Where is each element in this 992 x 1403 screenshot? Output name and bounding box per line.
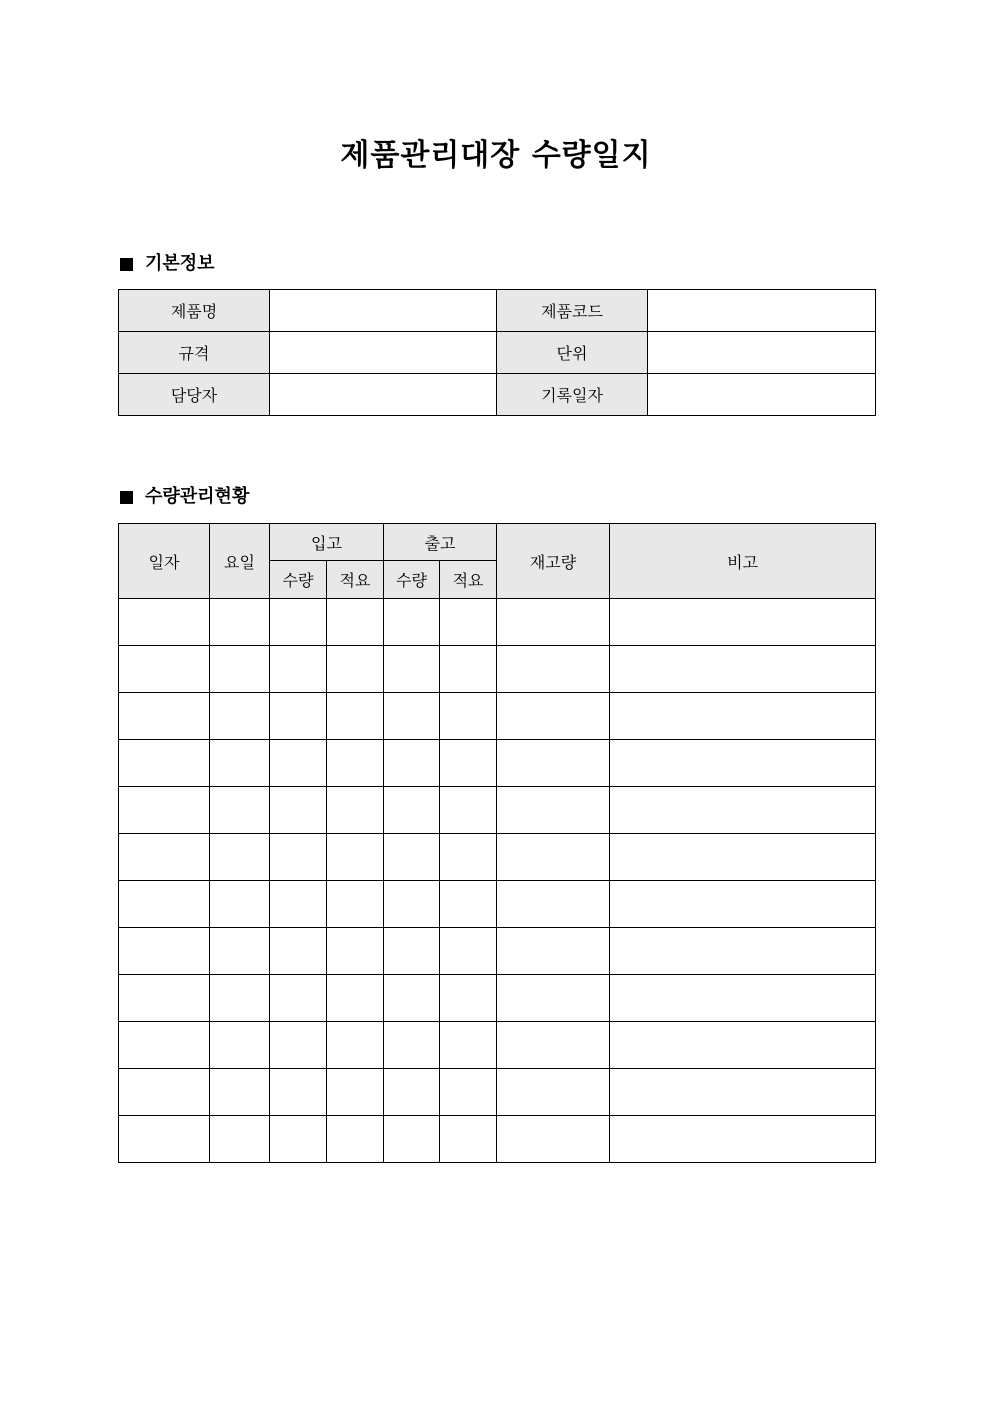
table-row (119, 646, 876, 693)
inbound-qty-cell[interactable] (270, 834, 327, 881)
date-cell[interactable] (119, 646, 210, 693)
inbound-note-cell[interactable] (327, 1116, 384, 1163)
date-cell[interactable] (119, 975, 210, 1022)
weekday-cell[interactable] (210, 1116, 270, 1163)
table-row (119, 787, 876, 834)
inbound-note-cell[interactable] (327, 740, 384, 787)
remarks-cell[interactable] (610, 787, 876, 834)
weekday-cell[interactable] (210, 646, 270, 693)
remarks-cell[interactable] (610, 693, 876, 740)
outbound-qty-cell[interactable] (384, 834, 440, 881)
table-row (119, 1069, 876, 1116)
outbound-qty-cell[interactable] (384, 599, 440, 646)
column-header-inbound-qty: 수량 (270, 561, 327, 599)
column-header-inbound-note: 적요 (327, 561, 384, 599)
weekday-cell[interactable] (210, 834, 270, 881)
table-row (119, 1022, 876, 1069)
stock-cell[interactable] (497, 881, 610, 928)
product-code-label: 제품코드 (497, 290, 648, 332)
outbound-note-cell[interactable] (440, 740, 497, 787)
table-row (119, 599, 876, 646)
inbound-qty-cell[interactable] (270, 1022, 327, 1069)
outbound-note-cell[interactable] (440, 975, 497, 1022)
info-row (119, 290, 876, 332)
weekday-cell[interactable] (210, 693, 270, 740)
remarks-cell[interactable] (610, 834, 876, 881)
date-cell[interactable] (119, 928, 210, 975)
spec-field[interactable] (270, 332, 497, 374)
outbound-qty-cell[interactable] (384, 693, 440, 740)
inbound-note-cell[interactable] (327, 646, 384, 693)
quantity-table-body (119, 599, 876, 1163)
weekday-cell[interactable] (210, 740, 270, 787)
manager-field[interactable] (270, 374, 497, 416)
outbound-qty-cell[interactable] (384, 1022, 440, 1069)
inbound-qty-cell[interactable] (270, 881, 327, 928)
manager-label: 담당자 (119, 374, 270, 416)
remarks-cell[interactable] (610, 1116, 876, 1163)
remarks-cell[interactable] (610, 1022, 876, 1069)
remarks-cell[interactable] (610, 646, 876, 693)
column-header-outbound-note: 적요 (440, 561, 497, 599)
date-cell[interactable] (119, 1022, 210, 1069)
unit-label: 단위 (497, 332, 648, 374)
outbound-note-cell[interactable] (440, 1022, 497, 1069)
stock-cell[interactable] (497, 693, 610, 740)
outbound-qty-cell[interactable] (384, 975, 440, 1022)
inbound-qty-cell[interactable] (270, 693, 327, 740)
column-header-date: 일자 (119, 524, 210, 599)
basic-info-table (118, 289, 876, 416)
stock-cell[interactable] (497, 975, 610, 1022)
outbound-note-cell[interactable] (440, 928, 497, 975)
section-heading-label: 수량관리현황 (145, 486, 250, 507)
date-cell[interactable] (119, 881, 210, 928)
outbound-note-cell[interactable] (440, 787, 497, 834)
outbound-qty-cell[interactable] (384, 740, 440, 787)
date-cell[interactable] (119, 1116, 210, 1163)
stock-cell[interactable] (497, 599, 610, 646)
remarks-cell[interactable] (610, 928, 876, 975)
square-bullet-icon (120, 258, 133, 271)
column-header-weekday: 요일 (210, 524, 270, 599)
remarks-cell[interactable] (610, 881, 876, 928)
stock-cell[interactable] (497, 787, 610, 834)
inbound-note-cell[interactable] (327, 599, 384, 646)
remarks-cell[interactable] (610, 599, 876, 646)
remarks-cell[interactable] (610, 740, 876, 787)
table-row (119, 975, 876, 1022)
stock-cell[interactable] (497, 740, 610, 787)
column-header-outbound-qty: 수량 (384, 561, 440, 599)
info-row (119, 332, 876, 374)
product-name-label: 제품명 (119, 290, 270, 332)
column-header-stock: 재고량 (497, 524, 610, 599)
date-cell[interactable] (119, 1069, 210, 1116)
section-heading-basic-info (120, 252, 215, 276)
outbound-note-cell[interactable] (440, 599, 497, 646)
quantity-status-table (118, 523, 876, 1163)
stock-cell[interactable] (497, 1069, 610, 1116)
remarks-cell[interactable] (610, 1069, 876, 1116)
date-cell[interactable] (119, 834, 210, 881)
column-header-outbound: 출고 (384, 524, 497, 561)
table-row (119, 740, 876, 787)
table-row (119, 834, 876, 881)
weekday-cell[interactable] (210, 928, 270, 975)
stock-cell[interactable] (497, 834, 610, 881)
inbound-qty-cell[interactable] (270, 975, 327, 1022)
stock-cell[interactable] (497, 1022, 610, 1069)
outbound-note-cell[interactable] (440, 1069, 497, 1116)
outbound-qty-cell[interactable] (384, 1069, 440, 1116)
outbound-note-cell[interactable] (440, 881, 497, 928)
product-code-field[interactable] (648, 290, 876, 332)
weekday-cell[interactable] (210, 599, 270, 646)
inbound-qty-cell[interactable] (270, 646, 327, 693)
stock-cell[interactable] (497, 928, 610, 975)
outbound-note-cell[interactable] (440, 646, 497, 693)
weekday-cell[interactable] (210, 1022, 270, 1069)
inbound-note-cell[interactable] (327, 834, 384, 881)
spec-label: 규격 (119, 332, 270, 374)
section-heading-quantity-status (120, 485, 249, 509)
weekday-cell[interactable] (210, 881, 270, 928)
inbound-qty-cell[interactable] (270, 599, 327, 646)
inbound-note-cell[interactable] (327, 693, 384, 740)
column-header-inbound: 입고 (270, 524, 384, 561)
stock-cell[interactable] (497, 646, 610, 693)
remarks-cell[interactable] (610, 975, 876, 1022)
outbound-qty-cell[interactable] (384, 787, 440, 834)
outbound-qty-cell[interactable] (384, 1116, 440, 1163)
outbound-note-cell[interactable] (440, 834, 497, 881)
record-date-label: 기록일자 (497, 374, 648, 416)
outbound-qty-cell[interactable] (384, 881, 440, 928)
table-row (119, 881, 876, 928)
outbound-note-cell[interactable] (440, 1116, 497, 1163)
table-row (119, 693, 876, 740)
section-heading-label: 기본정보 (145, 253, 215, 274)
weekday-cell[interactable] (210, 975, 270, 1022)
inbound-note-cell[interactable] (327, 928, 384, 975)
weekday-cell[interactable] (210, 1069, 270, 1116)
inbound-note-cell[interactable] (327, 881, 384, 928)
inbound-note-cell[interactable] (327, 787, 384, 834)
table-header-row (119, 524, 876, 561)
inbound-qty-cell[interactable] (270, 787, 327, 834)
inbound-qty-cell[interactable] (270, 1069, 327, 1116)
record-date-field[interactable] (648, 374, 876, 416)
inbound-note-cell[interactable] (327, 1022, 384, 1069)
weekday-cell[interactable] (210, 787, 270, 834)
info-row (119, 374, 876, 416)
stock-cell[interactable] (497, 1116, 610, 1163)
inbound-qty-cell[interactable] (270, 928, 327, 975)
table-row (119, 1116, 876, 1163)
outbound-qty-cell[interactable] (384, 646, 440, 693)
inbound-qty-cell[interactable] (270, 740, 327, 787)
date-cell[interactable] (119, 787, 210, 834)
date-cell[interactable] (119, 599, 210, 646)
unit-field[interactable] (648, 332, 876, 374)
column-header-remarks: 비고 (610, 524, 876, 599)
product-name-field[interactable] (270, 290, 497, 332)
date-cell[interactable] (119, 693, 210, 740)
square-bullet-icon (120, 491, 133, 504)
inbound-note-cell[interactable] (327, 975, 384, 1022)
inbound-qty-cell[interactable] (270, 1116, 327, 1163)
inbound-note-cell[interactable] (327, 1069, 384, 1116)
outbound-note-cell[interactable] (440, 693, 497, 740)
date-cell[interactable] (119, 740, 210, 787)
outbound-qty-cell[interactable] (384, 928, 440, 975)
table-row (119, 928, 876, 975)
page-title: 제품관리대장 수량일지 (340, 138, 652, 173)
